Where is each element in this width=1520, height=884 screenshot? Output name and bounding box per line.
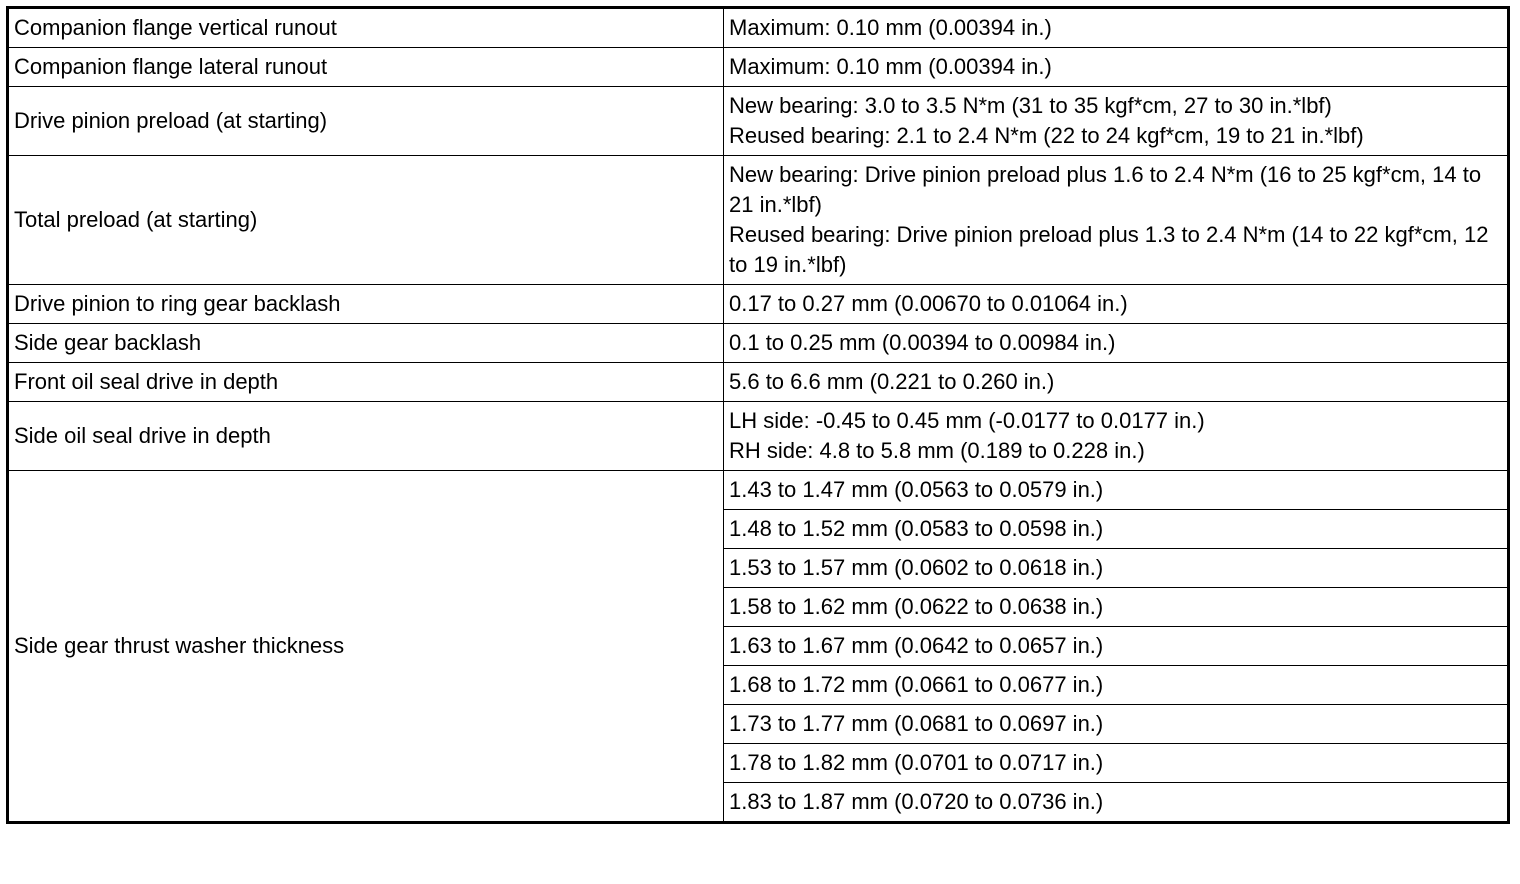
value-line: 0.1 to 0.25 mm (0.00394 to 0.00984 in.) [729, 330, 1116, 355]
item-cell: Drive pinion to ring gear backlash [8, 285, 724, 324]
item-cell: Companion flange lateral runout [8, 48, 724, 87]
table-row [8, 156, 1509, 285]
item-cell: Companion flange vertical runout [8, 8, 724, 48]
value-cell: 1.53 to 1.57 mm (0.0602 to 0.0618 in.) [724, 549, 1509, 588]
value-cell: 1.43 to 1.47 mm (0.0563 to 0.0579 in.) [724, 471, 1509, 510]
item-cell: Side gear thrust washer thickness [8, 471, 724, 823]
value-line: 0.17 to 0.27 mm (0.00670 to 0.01064 in.) [729, 291, 1128, 316]
value-cell [724, 8, 1509, 48]
value-cell [724, 402, 1509, 471]
value-line: New bearing: 3.0 to 3.5 N*m (31 to 35 kgf*cm, 27 to 30 in.*lbf) [729, 93, 1332, 118]
value-line: New bearing: Drive pinion preload plus 1.6 to 2.4 N*m (16 to 25 kgf*cm, 14 to 21 in.*lbf) [729, 162, 1482, 217]
value-cell [724, 324, 1509, 363]
value-line: Reused bearing: 2.1 to 2.4 N*m (22 to 24 kgf*cm, 19 to 21 in.*lbf) [729, 123, 1364, 148]
value-cell: 1.63 to 1.67 mm (0.0642 to 0.0657 in.) [724, 627, 1509, 666]
value-line: Maximum: 0.10 mm (0.00394 in.) [729, 15, 1052, 40]
value-cell: 1.73 to 1.77 mm (0.0681 to 0.0697 in.) [724, 705, 1509, 744]
value-cell: 1.78 to 1.82 mm (0.0701 to 0.0717 in.) [724, 744, 1509, 783]
item-cell: Total preload (at starting) [8, 156, 724, 285]
table-row [8, 471, 1509, 510]
table-row [8, 285, 1509, 324]
value-cell: 1.58 to 1.62 mm (0.0622 to 0.0638 in.) [724, 588, 1509, 627]
item-cell: Drive pinion preload (at starting) [8, 87, 724, 156]
table-row [8, 8, 1509, 48]
value-cell [724, 87, 1509, 156]
specification-table [6, 6, 1510, 824]
value-line: Maximum: 0.10 mm (0.00394 in.) [729, 54, 1052, 79]
table-row [8, 87, 1509, 156]
item-cell: Side oil seal drive in depth [8, 402, 724, 471]
table-row [8, 48, 1509, 87]
value-cell: 1.83 to 1.87 mm (0.0720 to 0.0736 in.) [724, 783, 1509, 823]
value-cell [724, 48, 1509, 87]
value-line: RH side: 4.8 to 5.8 mm (0.189 to 0.228 in.) [729, 438, 1145, 463]
table-row [8, 402, 1509, 471]
specification-table-body [8, 8, 1509, 823]
value-cell: 1.48 to 1.52 mm (0.0583 to 0.0598 in.) [724, 510, 1509, 549]
value-cell [724, 156, 1509, 285]
value-cell: 1.68 to 1.72 mm (0.0661 to 0.0677 in.) [724, 666, 1509, 705]
value-line: 5.6 to 6.6 mm (0.221 to 0.260 in.) [729, 369, 1055, 394]
value-cell [724, 285, 1509, 324]
table-row [8, 324, 1509, 363]
table-row [8, 363, 1509, 402]
item-cell: Front oil seal drive in depth [8, 363, 724, 402]
value-line: Reused bearing: Drive pinion preload plus 1.3 to 2.4 N*m (14 to 22 kgf*cm, 12 to 19 in.*lbf) [729, 222, 1489, 277]
value-line: LH side: -0.45 to 0.45 mm (-0.0177 to 0.0177 in.) [729, 408, 1205, 433]
value-cell [724, 363, 1509, 402]
item-cell: Side gear backlash [8, 324, 724, 363]
